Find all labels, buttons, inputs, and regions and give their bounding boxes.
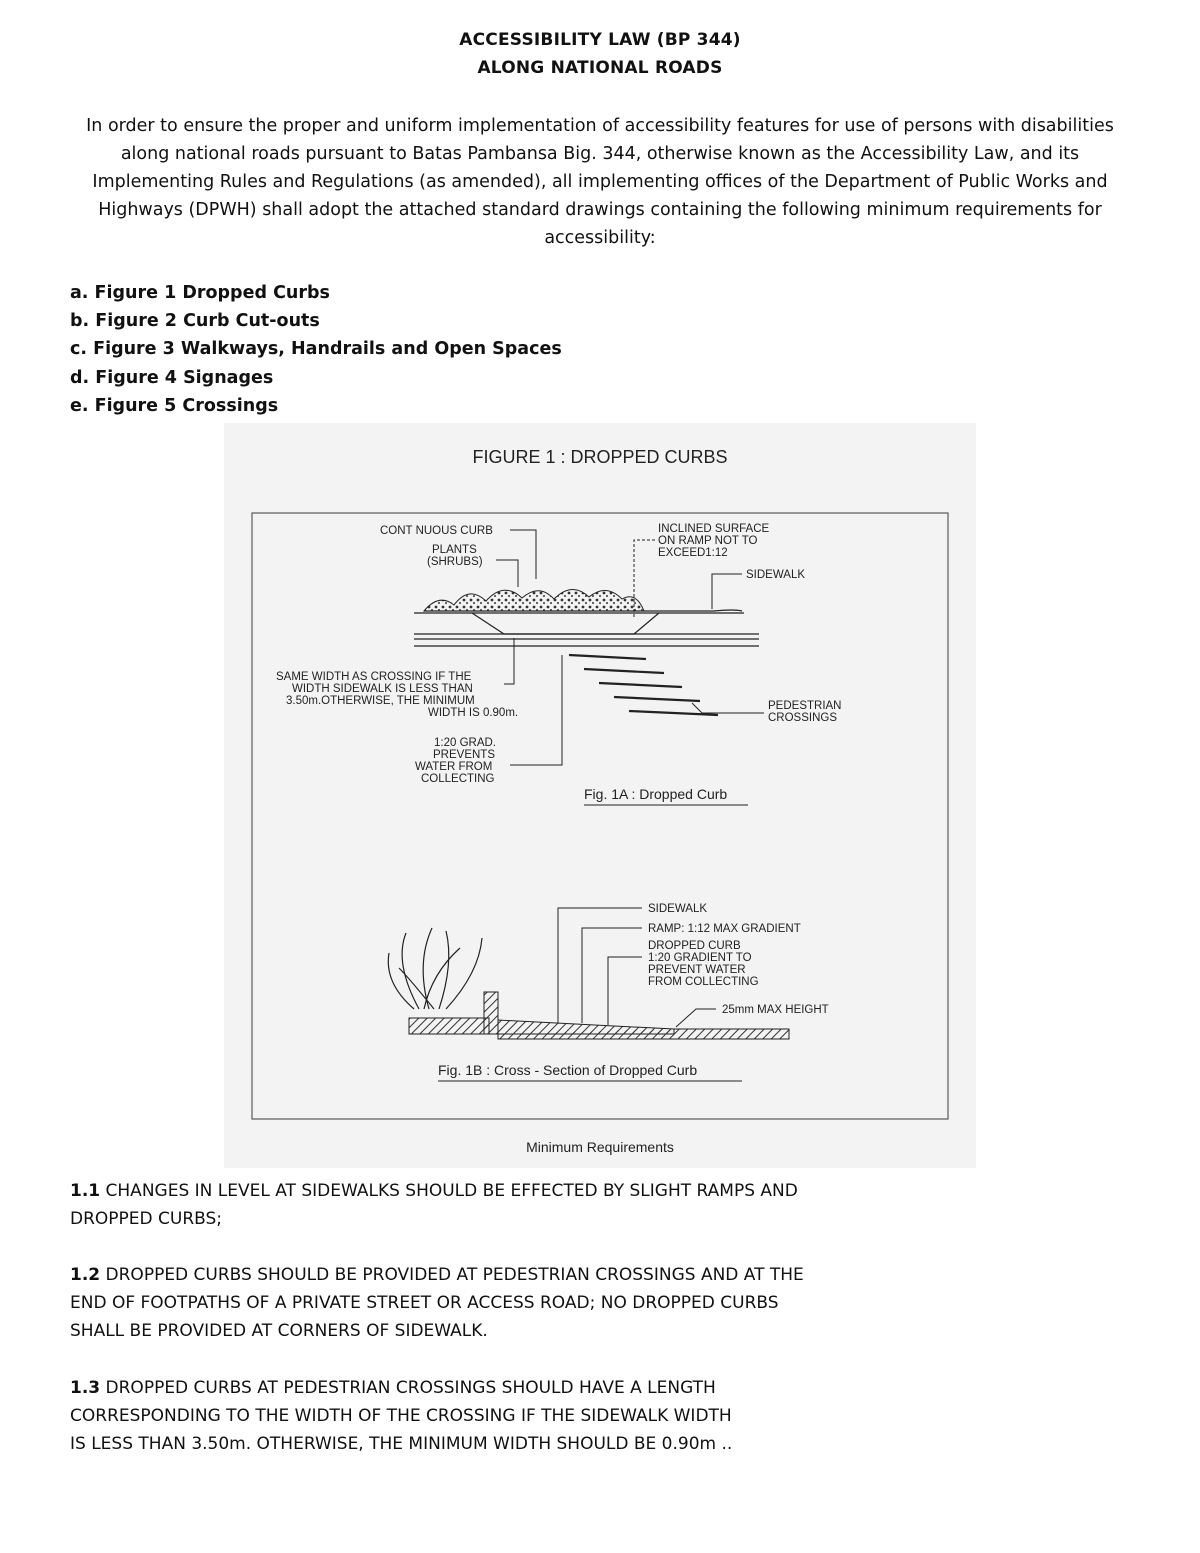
figure-heading: FIGURE 1 : DROPPED CURBS xyxy=(472,447,728,467)
requirement-1-2 xyxy=(70,1261,930,1346)
dropped-curb-ramp-outline xyxy=(472,613,659,634)
requirement-line: DROPPED CURBS AT PEDESTRIAN CROSSINGS SHOULD HAVE A LENGTH xyxy=(105,1378,716,1398)
label-same-width-1: SAME WIDTH AS CROSSING IF THE xyxy=(276,671,472,683)
shrubs-plan xyxy=(424,589,644,611)
label-grad-4: COLLECTING xyxy=(421,773,495,785)
label-dropped-3: PREVENT WATER xyxy=(648,964,746,976)
label-plants-1: PLANTS xyxy=(432,544,477,556)
figure-list-item: b. Figure 2 Curb Cut-outs xyxy=(70,311,320,332)
leader-dropped-curb xyxy=(608,957,642,1025)
leader-plants xyxy=(496,560,518,587)
figure-list-item: c. Figure 3 Walkways, Handrails and Open Spaces xyxy=(70,339,562,360)
requirement-line: DROPPED CURBS SHOULD BE PROVIDED AT PEDESTRIAN CROSSINGS AND AT THE xyxy=(105,1265,804,1285)
label-inclined-1: INCLINED SURFACE xyxy=(658,523,770,535)
leader-max-height xyxy=(676,1009,716,1027)
intro-paragraph: In order to ensure the proper and uniform implementation of accessibility features for use of persons with disabilities along national roads pursuant to Batas Pambansa Big. 344, otherwise known as the Accessibility Law, and its Implementing Rules and Regulations (as amended), all implementing offices of the Department of Public Works and Highways (DPWH) shall adopt the attached standard drawings containing the following minimum requirements for accessibility: xyxy=(86,116,1114,248)
requirement-number: 1.3 xyxy=(70,1378,101,1398)
leader-sidewalk-section xyxy=(558,908,642,1023)
figure-list-item: a. Figure 1 Dropped Curbs xyxy=(70,283,330,303)
figure-list-item: e. Figure 5 Crossings xyxy=(70,395,279,416)
figure-1-dropped-curbs-drawing xyxy=(224,423,976,1168)
figure-list xyxy=(70,279,562,420)
label-same-width-3: 3.50m.OTHERWISE, THE MINIMUM xyxy=(286,695,475,707)
requirement-number: 1.2 xyxy=(70,1265,101,1285)
requirement-line: SHALL BE PROVIDED AT CORNERS OF SIDEWALK. xyxy=(70,1321,488,1342)
label-ramp: RAMP: 1:12 MAX GRADIENT xyxy=(648,923,801,935)
leader-ramp xyxy=(582,928,642,1023)
leader-sidewalk-plan xyxy=(712,574,742,609)
label-grad-3: WATER FROM xyxy=(415,761,493,773)
leader-pedestrian-crossing xyxy=(692,703,764,713)
figure-footer: Minimum Requirements xyxy=(526,1139,674,1155)
ground-hatch-left xyxy=(409,1018,489,1034)
label-plants-2: (SHRUBS) xyxy=(427,556,483,568)
label-inclined-2: ON RAMP NOT TO xyxy=(658,535,758,547)
requirement-number: 1.1 xyxy=(70,1181,101,1201)
requirement-1-1 xyxy=(70,1177,930,1233)
label-grad-2: PREVENTS xyxy=(433,749,495,761)
requirement-line: END OF FOOTPATHS OF A PRIVATE STREET OR ACCESS ROAD; NO DROPPED CURBS xyxy=(70,1293,779,1314)
leader-continuous-curb xyxy=(510,530,536,579)
requirement-line: CHANGES IN LEVEL AT SIDEWALKS SHOULD BE EFFECTED BY SLIGHT RAMPS AND xyxy=(105,1181,798,1201)
fig-1b-caption: Fig. 1B : Cross - Section of Dropped Curb xyxy=(438,1062,698,1078)
label-dropped-4: FROM COLLECTING xyxy=(648,976,759,988)
figure-svg xyxy=(224,423,976,1168)
label-same-width-4: WIDTH IS 0.90m. xyxy=(428,707,519,719)
label-dropped-1: DROPPED CURB xyxy=(648,940,741,952)
document-title-line-1: ACCESSIBILITY LAW (BP 344) xyxy=(459,30,741,50)
leader-same-width xyxy=(504,638,514,684)
document-title-line-2: ALONG NATIONAL ROADS xyxy=(477,58,723,78)
label-dropped-2: 1:20 GRADIENT TO xyxy=(648,952,752,964)
figure-list-item: d. Figure 4 Signages xyxy=(70,367,274,388)
label-grad-1: 1:20 GRAD. xyxy=(434,737,496,749)
label-pedestrian-1: PEDESTRIAN xyxy=(768,700,842,712)
requirement-line: CORRESPONDING TO THE WIDTH OF THE CROSSING IF THE SIDEWALK WIDTH xyxy=(70,1406,732,1427)
label-sidewalk-plan: SIDEWALK xyxy=(746,569,806,581)
fig-1b-cross-section xyxy=(388,903,828,1081)
fig-1a-plan-view xyxy=(276,523,842,805)
label-continuous-curb: CONT NUOUS CURB xyxy=(380,525,493,537)
requirement-line: IS LESS THAN 3.50m. OTHERWISE, THE MINIMUM WIDTH SHOULD BE 0.90m .. xyxy=(70,1434,733,1455)
curb-section xyxy=(484,992,498,1034)
label-pedestrian-2: CROSSINGS xyxy=(768,712,838,724)
shrub-section xyxy=(388,928,482,1009)
requirement-1-3 xyxy=(70,1374,930,1459)
label-sidewalk-section: SIDEWALK xyxy=(648,903,708,915)
fig-1a-caption: Fig. 1A : Dropped Curb xyxy=(584,786,728,802)
label-inclined-3: EXCEED1:12 xyxy=(658,547,728,559)
label-same-width-2: WIDTH SIDEWALK IS LESS THAN xyxy=(292,683,473,695)
label-max-height: 25mm MAX HEIGHT xyxy=(722,1004,829,1016)
requirement-line: DROPPED CURBS; xyxy=(70,1209,223,1230)
